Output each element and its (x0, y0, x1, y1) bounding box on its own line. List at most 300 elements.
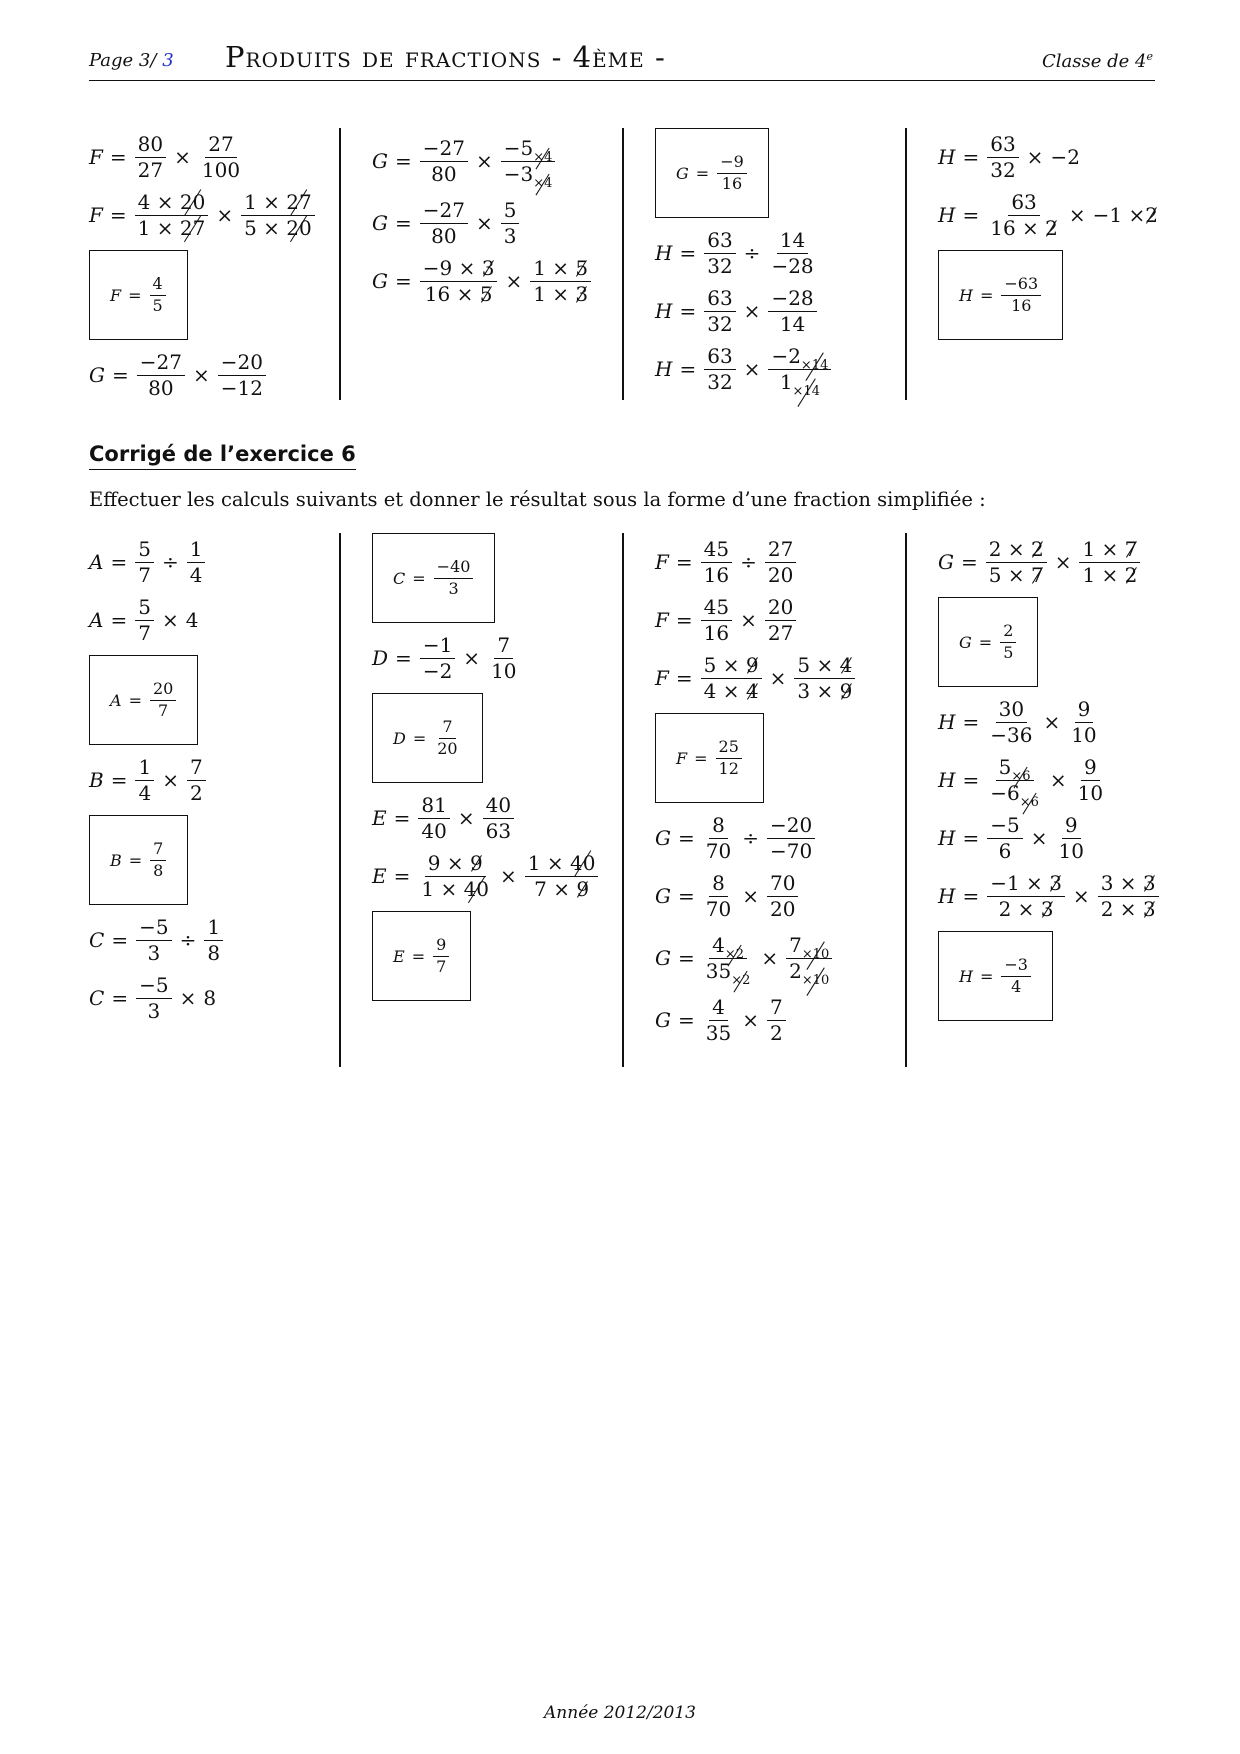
class-text: Classe de 4 (1042, 51, 1147, 72)
num: 7 (150, 839, 166, 860)
term: 4 (185, 608, 199, 632)
class-label (1042, 50, 1153, 72)
column-divider (339, 533, 341, 1067)
equation (938, 693, 1188, 751)
fraction (418, 793, 449, 844)
eq: = (110, 550, 128, 574)
fraction (1001, 955, 1031, 997)
op: × (192, 363, 210, 387)
den: 5 (152, 295, 163, 315)
equation (89, 346, 339, 404)
t: 1 × (1082, 536, 1125, 561)
cancelled: 20 (179, 189, 206, 214)
fraction (786, 932, 832, 988)
t: 1 × (1082, 562, 1125, 587)
eq: = (394, 211, 412, 235)
var: H (938, 203, 956, 227)
cancelled: 4 (745, 678, 759, 703)
column-1 (89, 128, 339, 404)
equation (655, 867, 905, 925)
page-header (89, 40, 1155, 81)
den: −70 (769, 838, 813, 863)
den: 14 (779, 311, 806, 336)
eq: = (679, 357, 697, 381)
num (768, 343, 831, 373)
cancelled: 5 (575, 255, 589, 280)
column-divider (622, 128, 624, 400)
eq: = (394, 269, 412, 293)
var: F (655, 608, 669, 632)
fraction (1075, 755, 1106, 806)
equation (655, 991, 905, 1049)
t: 1 (779, 369, 793, 394)
equation (372, 252, 622, 310)
eq: = (128, 285, 142, 305)
op: × (457, 806, 475, 830)
equation (89, 969, 339, 1027)
column-2 (372, 128, 622, 310)
equation (89, 533, 339, 591)
num: 7 (439, 717, 455, 738)
fraction (704, 228, 735, 279)
var: G (655, 1008, 671, 1032)
equation (655, 591, 905, 649)
cancelled: ×14 (800, 357, 829, 373)
num: 7 (494, 633, 513, 659)
result-box (89, 655, 198, 745)
fraction (218, 350, 266, 401)
fraction (501, 198, 520, 249)
num: 4 (150, 274, 166, 295)
fraction (701, 595, 732, 646)
num (420, 256, 498, 282)
cancelled: ×14 (792, 383, 820, 399)
fraction (199, 132, 243, 183)
num: 8 (709, 871, 728, 897)
var: F (676, 748, 688, 768)
num: 7 (187, 755, 206, 781)
cancelled: 3 (1049, 870, 1062, 895)
var: E (372, 806, 387, 830)
fraction (1055, 813, 1086, 864)
var: H (938, 768, 956, 792)
den: 16 (1011, 295, 1032, 315)
fraction (794, 653, 855, 704)
var: G (372, 269, 388, 293)
fraction (704, 286, 735, 337)
den: 32 (990, 157, 1016, 182)
page-label: Page 3/ (89, 50, 157, 71)
eq: = (677, 1008, 695, 1032)
equation (89, 186, 339, 244)
page-total-link[interactable]: 3 (162, 50, 174, 71)
fraction (433, 935, 449, 977)
num: −63 (1001, 274, 1041, 295)
den: −36 (990, 722, 1033, 747)
var: G (655, 826, 671, 850)
fraction (767, 995, 786, 1046)
num: 9 (1075, 697, 1094, 723)
num: −20 (218, 350, 266, 376)
op: × (216, 203, 234, 227)
t: 2 (789, 958, 802, 983)
section-title: Corrigé de l’exercice 6 (89, 442, 356, 470)
eq: = (675, 608, 693, 632)
fraction (716, 737, 742, 779)
eq: = (962, 710, 980, 734)
fraction (136, 915, 171, 966)
fraction (150, 274, 166, 316)
num (1079, 537, 1140, 563)
fraction (187, 755, 206, 806)
var: F (110, 285, 122, 305)
num: 7 (767, 995, 786, 1021)
column-1 (89, 533, 339, 1027)
num: −27 (420, 198, 468, 224)
op: ÷ (742, 826, 759, 850)
den: 63 (485, 818, 512, 843)
column-4 (938, 128, 1188, 346)
den: 3 (448, 578, 459, 598)
eq: = (978, 632, 993, 652)
den: 8 (153, 860, 164, 880)
op: ÷ (743, 241, 761, 265)
num: 1 (204, 915, 223, 941)
num (709, 932, 747, 962)
eq: = (393, 864, 411, 888)
t: 7 × (534, 876, 577, 901)
den (422, 282, 496, 307)
num: 5 (501, 198, 520, 224)
var: F (89, 145, 103, 169)
fraction (703, 871, 734, 922)
num: −27 (420, 136, 468, 162)
result-box (655, 128, 769, 218)
fraction (703, 932, 754, 988)
var: D (372, 646, 389, 670)
den: 32 (707, 311, 733, 336)
op: × (1049, 768, 1067, 792)
eq: = (677, 826, 695, 850)
term: −2 (1050, 145, 1080, 169)
t: 1 × (137, 215, 180, 240)
var: C (393, 568, 406, 588)
num (987, 871, 1065, 897)
result-box (938, 931, 1053, 1021)
fraction (488, 633, 519, 684)
var: B (110, 850, 122, 870)
num: −40 (434, 557, 474, 578)
var: A (89, 608, 104, 632)
fraction (135, 537, 154, 588)
cancelled: 3 (1142, 870, 1156, 895)
eq: = (411, 946, 426, 966)
num: 80 (135, 132, 166, 158)
fraction (765, 595, 796, 646)
equation (89, 751, 339, 809)
var: H (655, 299, 673, 323)
num (135, 190, 209, 216)
op: × (769, 666, 787, 690)
fraction (150, 679, 176, 721)
eq: = (128, 690, 142, 710)
t: −9 × (422, 255, 482, 280)
num: −5 (136, 973, 171, 999)
den: 70 (705, 896, 732, 921)
fraction (987, 697, 1035, 748)
t: 4 × (703, 678, 746, 703)
t: 2 × (988, 536, 1031, 561)
var: D (393, 728, 406, 748)
op: × (463, 646, 481, 670)
num: 1 (187, 537, 206, 563)
var: G (655, 946, 671, 970)
cancelled: 3 (1040, 896, 1054, 921)
var: G (372, 211, 388, 235)
eq: = (394, 149, 412, 173)
num: 20 (150, 679, 176, 700)
fraction (241, 190, 315, 241)
result-box (89, 815, 188, 905)
den (996, 897, 1057, 922)
num (525, 851, 599, 877)
op: × (174, 145, 191, 169)
num: 14 (777, 228, 808, 254)
cancelled: 9 (576, 876, 590, 901)
op: × (743, 357, 761, 381)
cancelled: ×4 (533, 149, 553, 165)
num: 9 (1081, 755, 1100, 781)
t: −3 (503, 161, 534, 186)
den: 10 (1058, 838, 1084, 863)
equation (938, 186, 1188, 244)
num: −3 (1001, 955, 1031, 976)
den (1098, 897, 1159, 922)
den: 80 (431, 161, 457, 186)
eq: = (960, 550, 978, 574)
t: 5 × (244, 215, 287, 240)
fraction (703, 813, 734, 864)
fraction (501, 135, 556, 191)
cancelled: ×10 (801, 972, 830, 988)
cancelled: 3 (575, 281, 589, 306)
exercise-6-solutions (89, 533, 1155, 1067)
result-box (655, 713, 764, 803)
num (986, 537, 1047, 563)
cancelled: 27 (179, 215, 206, 240)
den: 40 (421, 818, 447, 843)
t: 1 × (527, 850, 570, 875)
num: 63 (704, 286, 735, 312)
equation (655, 925, 905, 991)
equation (89, 128, 339, 186)
eq: = (110, 608, 128, 632)
num: 45 (701, 595, 732, 621)
eq: = (412, 728, 427, 748)
num: 63 (1008, 190, 1039, 216)
den: 70 (705, 838, 732, 863)
eq: = (695, 163, 710, 183)
fraction (483, 793, 514, 844)
op: × (1072, 884, 1090, 908)
den: 80 (148, 375, 174, 400)
eq: = (962, 884, 980, 908)
fraction (703, 995, 734, 1046)
den (794, 679, 855, 704)
eq: = (962, 768, 980, 792)
eq: = (111, 986, 129, 1010)
var: H (655, 241, 673, 265)
cancelled: 7 (1030, 562, 1044, 587)
t: 35 (705, 958, 732, 983)
num: 9 (1062, 813, 1081, 839)
column-divider (905, 533, 907, 1067)
t: 4 (712, 932, 725, 957)
num: 63 (704, 344, 735, 370)
t: 1 × (244, 189, 287, 214)
equation (372, 128, 622, 194)
eq: = (412, 568, 426, 588)
var: G (676, 163, 689, 183)
var: H (938, 145, 956, 169)
cancelled: ×2 (724, 946, 745, 962)
t: 3 × (1100, 870, 1143, 895)
eq: = (111, 928, 129, 952)
cancelled: 2 (1045, 215, 1058, 240)
eq: = (128, 850, 143, 870)
equation (655, 224, 905, 282)
fraction (765, 537, 796, 588)
num: 20 (765, 595, 796, 621)
fraction (137, 350, 185, 401)
den: 5 (1003, 642, 1014, 662)
fraction (768, 343, 831, 399)
eq: = (393, 806, 411, 830)
fraction (135, 190, 209, 241)
cancelled: ×4 (533, 175, 553, 191)
den: 7 (138, 562, 151, 587)
op: × (1043, 710, 1061, 734)
op: × (179, 986, 197, 1010)
op: × (162, 768, 179, 792)
num (530, 256, 591, 282)
t: 1 × (421, 876, 464, 901)
fraction (767, 813, 815, 864)
fraction (418, 851, 492, 902)
t: 2 × (1100, 896, 1143, 921)
den: 8 (207, 940, 221, 965)
result-box (372, 911, 471, 1001)
den: 80 (431, 223, 457, 248)
var: F (655, 550, 669, 574)
op: × (1026, 145, 1044, 169)
fraction (135, 132, 166, 183)
var: G (372, 149, 388, 173)
cancelled: ×6 (1019, 794, 1039, 810)
column-3 (655, 533, 905, 1049)
den (1079, 563, 1140, 588)
eq: = (110, 768, 128, 792)
den: 20 (437, 738, 458, 758)
t: 4 × (137, 189, 180, 214)
result-box (89, 250, 188, 340)
cancelled: 27 (286, 189, 312, 214)
t: 7 (789, 932, 802, 957)
column-divider (622, 533, 624, 1067)
cancelled: 20 (286, 215, 312, 240)
num (701, 653, 762, 679)
den: 7 (436, 956, 447, 976)
op: × (743, 299, 761, 323)
fraction (986, 537, 1047, 588)
den: 35 (705, 1020, 732, 1045)
num: 5 (135, 595, 154, 621)
equation (372, 629, 622, 687)
num: 5 (135, 537, 154, 563)
den (530, 282, 591, 307)
op: × (742, 1008, 759, 1032)
eq: = (679, 299, 697, 323)
den: 2 (769, 1020, 783, 1045)
eq: = (962, 145, 980, 169)
equation (372, 194, 622, 252)
den: 10 (1077, 780, 1104, 805)
eq: = (962, 203, 980, 227)
num: −20 (767, 813, 815, 839)
op: × (500, 864, 517, 888)
eq: = (109, 203, 127, 227)
num: 45 (701, 537, 732, 563)
den: 32 (707, 369, 733, 394)
op: × (1054, 550, 1072, 574)
equation (938, 533, 1188, 591)
num (794, 653, 855, 679)
cancelled: 40 (570, 850, 596, 875)
result-box (372, 693, 483, 783)
op: × (740, 608, 757, 632)
num (1098, 871, 1159, 897)
fraction (135, 755, 154, 806)
t: 1 × (533, 255, 576, 280)
var: F (655, 666, 669, 690)
den: 4 (138, 780, 152, 805)
cancelled: 40 (463, 876, 490, 901)
num (786, 932, 832, 962)
num: 4 (709, 995, 728, 1021)
num: −9 (717, 152, 747, 173)
fraction (204, 915, 223, 966)
num: 27 (205, 132, 236, 158)
fraction (135, 595, 154, 646)
fraction (768, 228, 816, 279)
fraction (420, 256, 498, 307)
num: 1 (135, 755, 154, 781)
cancelled: 5 (479, 281, 493, 306)
column-2 (372, 533, 622, 1007)
var: E (393, 946, 405, 966)
equation (372, 789, 622, 847)
fraction (1068, 697, 1099, 748)
den: 16 (703, 620, 730, 645)
num: 63 (987, 132, 1018, 158)
num (241, 190, 315, 216)
num: 27 (765, 537, 796, 563)
cancelled: 2 (1145, 203, 1158, 227)
num: 40 (483, 793, 514, 819)
t: 3 × (797, 678, 840, 703)
cancelled: 2 (1030, 536, 1044, 561)
t: −2 (771, 343, 801, 368)
